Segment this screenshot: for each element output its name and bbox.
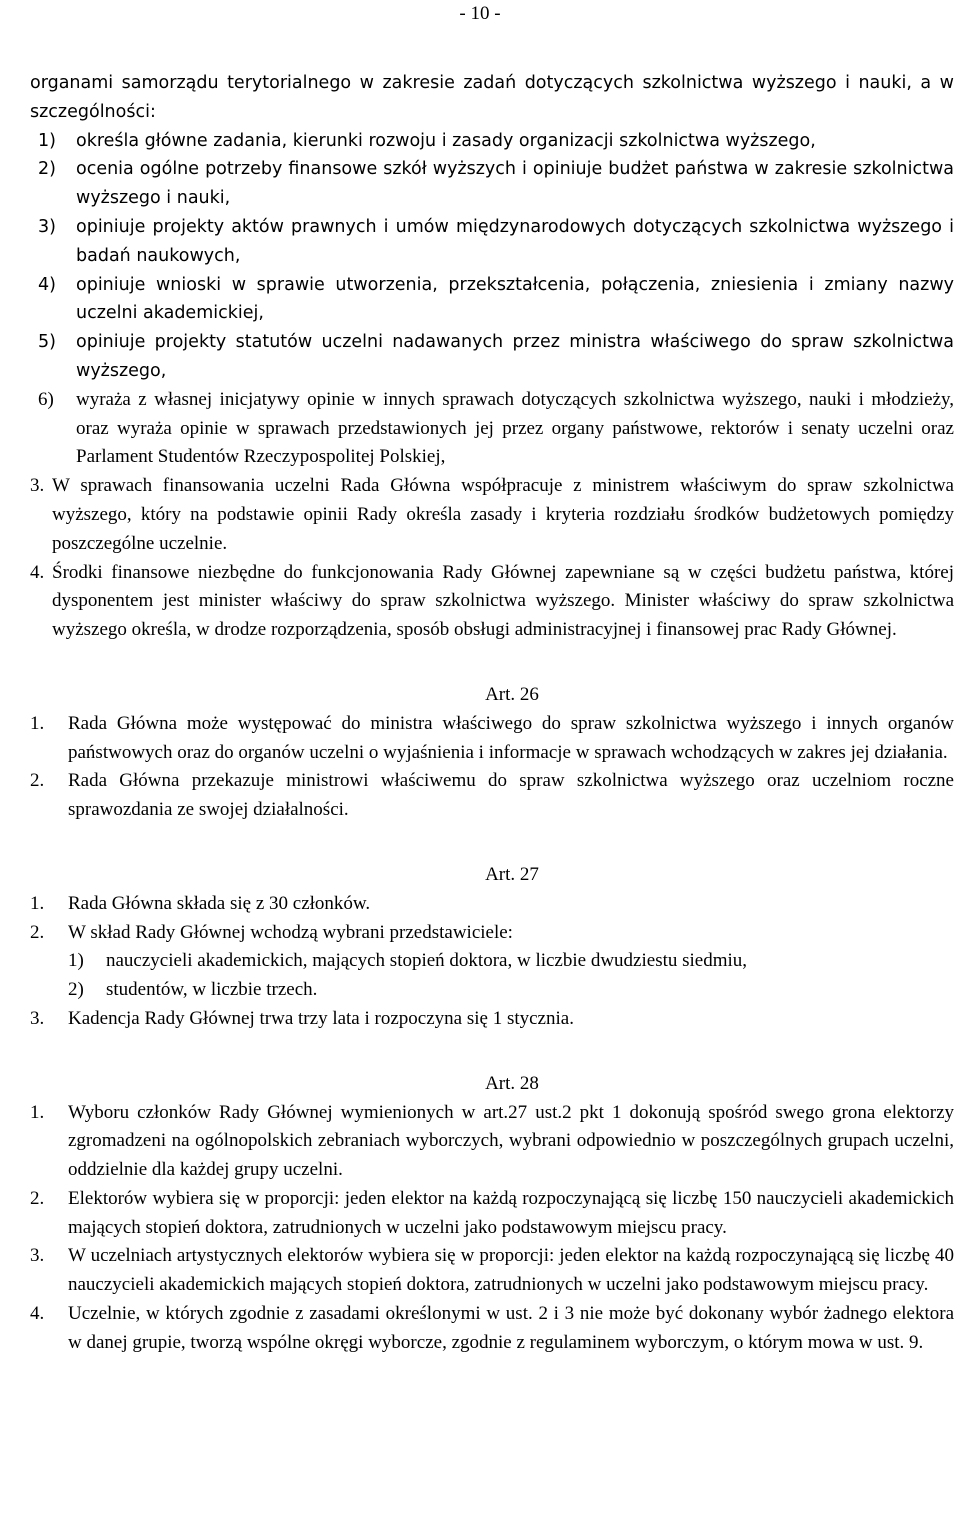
- item-text: Kadencja Rady Głównej trwa trzy lata i rozpoczyna się 1 stycznia.: [68, 1007, 574, 1029]
- list-item: [38, 127, 954, 156]
- sub-item-number: 2): [68, 979, 84, 1001]
- list-item: [38, 386, 954, 472]
- article-item: [30, 710, 954, 768]
- item-number: 3.: [30, 1007, 45, 1029]
- list-item-text: określa główne zadania, kierunki rozwoju i zasady organizacji szkolnictwa wyższego,: [76, 130, 816, 151]
- item-text: Rada Główna składa się z 30 członków.: [68, 892, 371, 914]
- list-item-text: opiniuje projekty statutów uczelni nadawanych przez ministra właściwego do spraw szkolnictwa wyższego,: [76, 332, 954, 381]
- item-number: 2.: [30, 1187, 45, 1209]
- item-number: 2.: [30, 770, 45, 792]
- paragraph-3: 3. W sprawach finansowania uczelni Rada Główna współpracuje z ministrem właściwym do spraw szkolnictwa wyższego, który na podstawie opinii Rady określa zasady i kryteria rozdziału środków budżetowych pomiędzy poszczególne uczelnie.: [30, 472, 954, 558]
- article-item: [30, 1185, 954, 1243]
- item-text: Wyboru członków Rady Głównej wymienionych w art.27 ust.2 pkt 1 dokonują spośród swego grona elektorzy zgromadzeni na ogólnopolskich zebraniach wyborczych, wybrani odpowiednio w poszczególnych grupach uczelni, oddzielnie dla każdej grupy uczelni.: [68, 1101, 954, 1181]
- sub-item-text: nauczycieli akademickich, mających stopień doktora, w liczbie dwudziestu siedmiu,: [106, 950, 748, 972]
- item-number: 4.: [30, 1303, 45, 1325]
- item-number: 1.: [30, 892, 45, 914]
- article-heading: Art. 28: [485, 1072, 539, 1094]
- article-item: [30, 919, 954, 948]
- sub-item-number: 1): [68, 950, 84, 972]
- list-item-text: wyraża z własnej inicjatywy opinie w innych sprawach dotyczących szkolnictwa wyższego, nauki i młodzieży, oraz wyraża opinie w sprawach przedstawionych jej przez organy państwowe, rektorów i senaty uczelni oraz Parlament Studentów Rzeczypospolitej Polskiej,: [76, 388, 954, 468]
- item-number: 1.: [30, 1101, 45, 1123]
- paragraph-4: 4. Środki finansowe niezbędne do funkcjonowania Rady Głównej zapewniane są w części budżetu państwa, której dysponentem jest minister właściwy do spraw szkolnictwa wyższego. Minister właściwy do spraw szkolnictwa wyższego określa, w drodze rozporządzenia, sposób obsługi administracyjnej i finansowej prac Rady Głównej.: [30, 559, 954, 645]
- list-item-number: 5): [38, 332, 56, 353]
- sub-item: [30, 976, 954, 1005]
- list-item: [38, 271, 954, 329]
- duties-list: [30, 127, 954, 473]
- paragraph-text: Środki finansowe niezbędne do funkcjonowania Rady Głównej zapewniane są w części budżetu państwa, której dysponentem jest minister właściwy do spraw szkolnictwa wyższego. Minister właściwy do spraw szkolnictwa wyższego określa, w drodze rozporządzenia, sposób obsługi administracyjnej i finansowej prac Rady Głównej.: [52, 561, 954, 641]
- item-text: W uczelniach artystycznych elektorów wybiera się w proporcji: jeden elektor na każdą rozpoczynającą się liczbę 40 nauczycieli akademickich mających stopień doktora, zatrudnionych w uczelni jako podstawowym miejscu pracy.: [68, 1245, 954, 1296]
- item-text: Elektorów wybiera się w proporcji: jeden elektor na każdą rozpoczynającą się liczbę 150 nauczycieli akademickich mających stopień doktora, zatrudnionych w uczelni jako podstawowym miejscu pracy.: [68, 1187, 954, 1238]
- list-item-number: 6): [38, 388, 54, 410]
- item-text: Uczelnie, w których zgodnie z zasadami określonymi w ust. 2 i 3 nie może być dokonany wybór żadnego elektora w danej grupie, tworzą wspólne okręgi wyborcze, zgodnie z regulaminem wyborczym, o którym mowa w ust. 9.: [68, 1303, 954, 1353]
- item-text: Rada Główna może występować do ministra właściwego do spraw szkolnictwa wyższego i innych organów państwowych oraz do organów uczelni o wyjaśnienia i informacje w sprawach wchodzących w zakres jej działania.: [68, 712, 954, 763]
- item-number: 2.: [30, 921, 45, 943]
- list-item: [38, 328, 954, 386]
- list-item-number: 4): [38, 274, 56, 295]
- list-item: [38, 213, 954, 271]
- article-heading: Art. 27: [485, 863, 539, 885]
- article-item: [30, 1099, 954, 1185]
- list-item-number: 1): [38, 130, 56, 151]
- item-number: 3.: [30, 1245, 45, 1267]
- article-item: [30, 1005, 954, 1034]
- article-item: [30, 1300, 954, 1358]
- sub-item-text: studentów, w liczbie trzech.: [106, 979, 318, 1001]
- sub-item: [30, 947, 954, 976]
- page-number: - 10 -: [459, 3, 501, 24]
- list-item-number: 2): [38, 159, 56, 180]
- list-item-number: 3): [38, 216, 56, 237]
- document-body: [30, 69, 954, 1358]
- list-item-text: opiniuje projekty aktów prawnych i umów międzynarodowych dotyczących szkolnictwa wyższego i badań naukowych,: [76, 216, 954, 266]
- article-item: [30, 1242, 954, 1300]
- list-item-text: ocenia ogólne potrzeby finansowe szkół wyższych i opiniuje budżet państwa w zakresie szkolnictwa wyższego i nauki,: [76, 159, 954, 209]
- list-item: [38, 155, 954, 213]
- article-item: [30, 890, 954, 919]
- item-text: W skład Rady Głównej wchodzą wybrani przedstawiciele:: [68, 921, 513, 943]
- article-item: [30, 767, 954, 825]
- item-number: 1.: [30, 712, 45, 734]
- list-item-text: opiniuje wnioski w sprawie utworzenia, przekształcenia, połączenia, zniesienia i zmiany nazwy uczelni akademickiej,: [76, 274, 954, 324]
- item-text: Rada Główna przekazuje ministrowi właściwemu do spraw szkolnictwa wyższego oraz uczelniom roczne sprawozdania ze swojej działalności.: [68, 770, 954, 821]
- article-heading: Art. 26: [485, 683, 539, 705]
- paragraph-text: W sprawach finansowania uczelni Rada Główna współpracuje z ministrem właściwym do spraw szkolnictwa wyższego, który na podstawie opinii Rady określa zasady i kryteria rozdziału środków budżetowych pomiędzy poszczególne uczelnie.: [52, 475, 954, 554]
- intro-paragraph: organami samorządu terytorialnego w zakresie zadań dotyczących szkolnictwa wyższego i nauki, a w szczególności:: [30, 73, 954, 122]
